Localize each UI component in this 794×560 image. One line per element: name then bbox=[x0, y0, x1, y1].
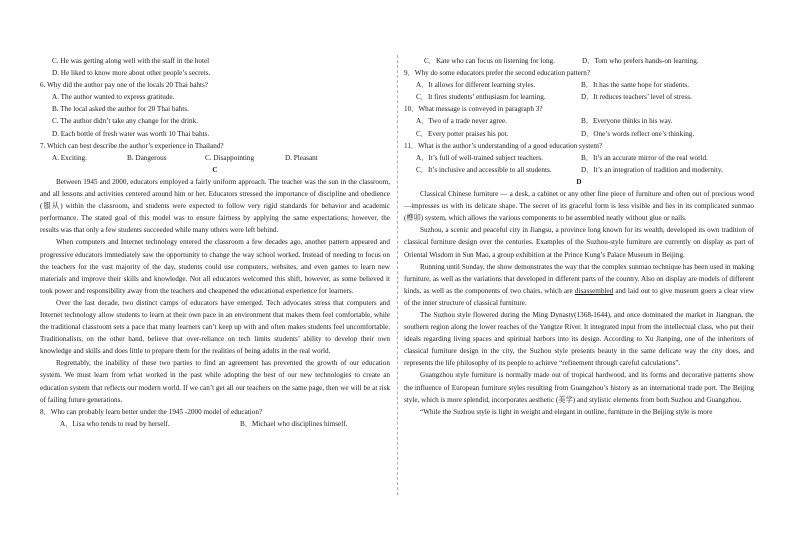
section-d-heading: D bbox=[576, 177, 582, 186]
left-column bbox=[40, 55, 390, 430]
q5-option-d: D. He liked to know more about other people’s secrets. bbox=[52, 69, 211, 78]
passage-d-p2: Suzhou, a scenic and peaceful city in Jiangsu, a province long known for its wealth, developed its own tradition of classical furniture design over the centuries. Examples of the Suzhou-style furniture are currently on display as part of Oriental Wisdom in Sun Mao, a group exhibition at the Prince Kung’s Palace Museum in Beijing. bbox=[404, 226, 754, 259]
passage-d-p5: Guangzhou style furniture is normally made out of tropical hardwood, and its forms and decorative patterns show the influence of European furniture styles resulting from Guangzhou’s history as an international trade port. The Beijing style, which is more splendid, incorporates aesthetic (美学) and stylistic elements from both Suzhou and Guangzhou. bbox=[404, 371, 754, 404]
q7-option-b: B. Dangerous bbox=[127, 153, 167, 162]
q8-options-cd bbox=[404, 55, 754, 67]
q11-stem: 11．What is the author’s understanding of a good education system? bbox=[404, 141, 603, 150]
passage-c-p3: Over the last decade, two distinct camps of educators have emerged. Tech advocates stress that computers and Internet technology allow students to learn at their own pace in an environment that makes them feel comfortable, while the traditional classroom sets a pace that many learners can’t keep up with and often makes students feel uncomfortable. Traditionalists, on the other hand, believe that over-reliance on tech limits students’ ability to develop their own knowledge and skills and does little to prepare them for the realities of being adults in the real world. bbox=[40, 298, 390, 356]
q8-option-b: B．Michael who disciplines himself. bbox=[240, 419, 348, 428]
q11-option-a: A．It’s full of well-trained subject teachers. bbox=[416, 153, 543, 162]
passage-d-p3 bbox=[404, 261, 754, 309]
q7-stem: 7. Which can best describe the author’s experience in Thailand? bbox=[40, 141, 224, 150]
passage-c bbox=[40, 176, 390, 406]
passage-d-p3-text: Running until Sunday, the show demonstrates the way that the complex sunmao technique has been used in making furniture, as well as the variations that developed in different parts of the country. Also on display are models of different kinds, as well as the components of two chairs, which are bbox=[404, 262, 754, 295]
q9-option-a: A．It allows for different learning styles. bbox=[416, 81, 536, 90]
q6-stem: 6. Why did the author pay one of the locals 20 Thai bahts? bbox=[40, 81, 209, 90]
passage-d-p4: The Suzhou style flowered during the Ming Dynasty(1368-1644), and once dominated the market in Jiangnan, the southern region along the lower reaches of the Yangtze River. It integrated input from the intellectual class, who put their ideals regarding living spaces and spiritual harbors into its design. According to Xu Jianping, one of the inheritors of classical furniture design in the city, the Suzhou style presents beauty in the same delicate way the city does, and represents the life philosophy of its people to achieve “refinement through careful calculations”. bbox=[404, 310, 754, 368]
q8-option-d: D．Tom who prefers hands-on learning. bbox=[582, 57, 699, 65]
q11-options-cd bbox=[404, 164, 754, 176]
q10-option-d: D．One’s words reflect one’s thinking. bbox=[581, 129, 695, 138]
q9-options-cd bbox=[404, 91, 754, 103]
q5-option-c: C. He was getting along well with the staff in the hotel bbox=[52, 57, 210, 65]
q9-stem: 9．Why do some educators prefer the second education pattern? bbox=[404, 69, 591, 78]
q10-option-a: A．Two of a trade never agree. bbox=[416, 117, 507, 126]
q9-option-c: C．It fires students’ enthusiasm for learning. bbox=[416, 93, 546, 102]
q8-stem: 8．Who can probably learn better under the 1945 -2000 model of education? bbox=[40, 407, 263, 416]
passage-c-p2: When computers and Internet technology entered the classroom a few decades ago, another pattern appeared and progressive educators immediately saw the opportunity to change the way school worked. Instead of needing to focus on the teachers for the vast majority of the day, students could use computers, websites, and even games to learn new materials and improve their skills and knowledge. Not all educators welcomed this shift, however, as some believed it took power and responsibility away from the teachers and cheapened the educational experience for learners. bbox=[40, 238, 390, 295]
q6-option-c: C. The author didn’t take any change for the drink. bbox=[52, 117, 199, 126]
passage-c-p4: Regrettably, the inability of these two parties to find an agreement has prevented the growth of our education system. We must learn from what worked in the past while adopting the best of our new technologies to create an education system that reflects our modern world. If we can’t get all our teachers on the same page, then we will be at risk of failing future generations. bbox=[40, 359, 390, 404]
section-c-heading: C bbox=[212, 165, 218, 174]
q11-options-ab bbox=[404, 152, 754, 164]
q8-option-a: A．Lisa who tends to read by herself. bbox=[60, 419, 170, 428]
q7-option-d: D. Pleasant bbox=[285, 153, 318, 162]
q9-option-d: D．It reduces teachers’ level of stress. bbox=[581, 93, 692, 102]
passage-d-p3-tail: and laid out to give museum goers a clear view of the inner structure of classical furniture. bbox=[404, 286, 755, 307]
q9-option-b: B．It has the same hope for students. bbox=[581, 81, 689, 90]
q6-option-a: A. The author wanted to express gratitude. bbox=[52, 93, 175, 102]
column-divider bbox=[397, 55, 398, 495]
q10-options-ab bbox=[404, 115, 754, 127]
q6-option-b: B. The local asked the author for 20 Thai bahts. bbox=[52, 105, 189, 114]
q7-option-a: A. Exciting. bbox=[52, 153, 87, 162]
underlined-word: disassembled bbox=[574, 286, 614, 295]
q10-option-c: C．Every potter praises his pot. bbox=[416, 129, 509, 138]
q10-options-cd bbox=[404, 128, 754, 140]
q6-option-d: D. Each bottle of fresh water was worth 10 Thai bahts. bbox=[52, 129, 210, 138]
q9-options-ab bbox=[404, 79, 754, 91]
passage-d-p6: “While the Suzhou style is light in weight and elegant in outline, furniture in the Beijing style is more bbox=[420, 407, 713, 416]
passage-d bbox=[404, 188, 754, 418]
q7-option-c: C. Disappointing bbox=[205, 153, 255, 162]
q8-options-ab bbox=[40, 418, 390, 430]
q11-option-b: B．It’s an accurate mirror of the real world. bbox=[581, 153, 708, 162]
q11-option-d: D．It’s an integration of tradition and modernity. bbox=[581, 165, 723, 174]
right-column bbox=[404, 55, 754, 418]
q10-stem: 10．What message is conveyed in paragraph 3? bbox=[404, 105, 543, 114]
q10-option-b: B．Everyone thinks in his way. bbox=[581, 117, 673, 126]
q7-options bbox=[40, 152, 390, 164]
passage-c-p1: Between 1945 and 2000, educators employed a fairly uniform approach. The teacher was the sun in the classroom, and all lessons and activities centered around him or her. Educators stressed the importance of discipline and obedience (服从) within the classroom, and students were expected to follow very rigid standards for behavior and academic performance. The stated goal of this model was to ensure fairness by applying the same expectations; however, the results was that only a few students succeeded while many others were left behind. bbox=[40, 177, 390, 235]
q11-option-c: C．It’s inclusive and accessible to all students. bbox=[416, 165, 552, 174]
q8-option-c: C．Kate who can focus on listening for long. bbox=[424, 57, 555, 65]
passage-d-p1: Classical Chinese furniture — a desk, a cabinet or any other fine piece of furniture and often out of precious wood —impresses us with its delicate shape. The secret of its graceful form is less visible and lies in its complicated sunmao (榫卯) system, which allows the various components to be assembled neatly without glue or nails. bbox=[404, 190, 754, 223]
